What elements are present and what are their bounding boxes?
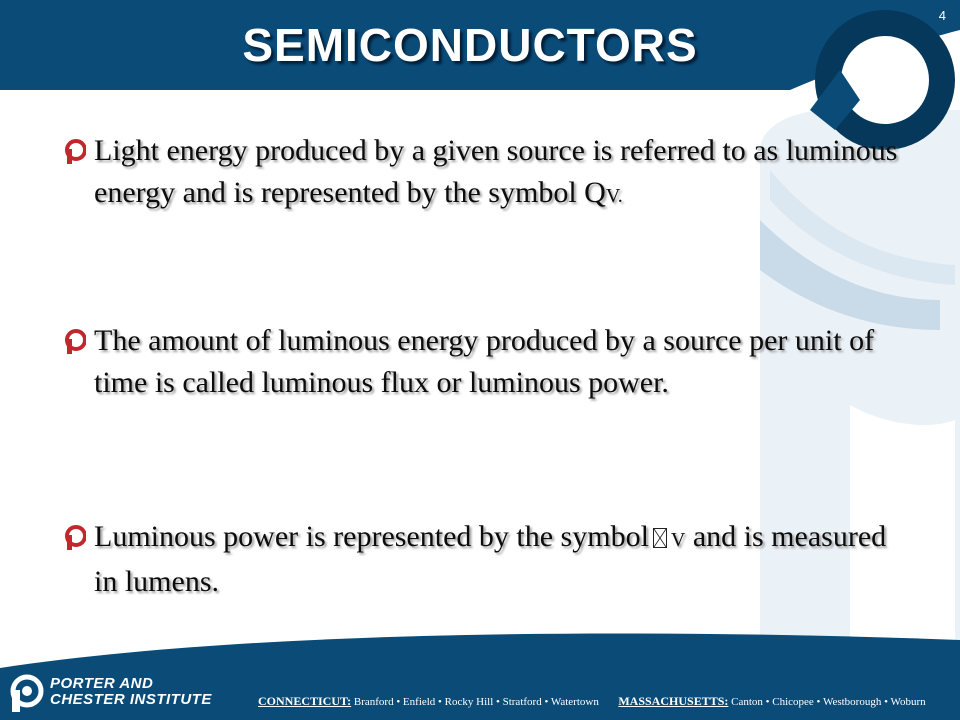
towns-connecticut: Branford • Enfield • Rocky Hill • Stratford • Watertown xyxy=(353,696,599,708)
missing-glyph-icon xyxy=(653,528,667,548)
bullet-item xyxy=(64,130,904,217)
p-logo-bullet-icon xyxy=(64,525,86,551)
bullet-text-after: and is measured in lumens. xyxy=(94,520,887,598)
state-label-connecticut: CONNECTICUT: xyxy=(258,694,352,708)
bullet-text-before: Luminous power is represented by the symbol xyxy=(94,520,649,553)
slide-title: SEMICONDUCTORS xyxy=(242,19,698,71)
symbol-subscript: V xyxy=(670,529,686,551)
bullet-subscript: V. xyxy=(605,185,623,207)
brand-name-line2: CHESTER INSTITUTE xyxy=(50,691,212,708)
pci-logo-icon xyxy=(8,674,44,712)
campus-locations xyxy=(258,694,958,709)
bullet-text xyxy=(94,130,904,217)
p-logo-bullet-icon xyxy=(64,329,86,355)
p-logo-bullet-icon xyxy=(64,139,86,165)
brand-name-line1: PORTER AND xyxy=(50,675,154,692)
bullet-text xyxy=(94,516,904,603)
state-label-massachusetts: MASSACHUSETTS: xyxy=(618,694,729,708)
bullet-item xyxy=(64,320,904,404)
bullet-text: The amount of luminous energy produced by a source per unit of time is called luminous flux or luminous power. xyxy=(94,324,875,399)
bullet-text-main: Light energy produced by a given source is referred to as luminous energy and is represented by the symbol Q xyxy=(94,134,898,209)
page-number: 4 xyxy=(938,8,946,23)
bullet-item xyxy=(64,516,904,603)
towns-massachusetts: Canton • Chicopee • Westborough • Woburn xyxy=(731,696,926,708)
